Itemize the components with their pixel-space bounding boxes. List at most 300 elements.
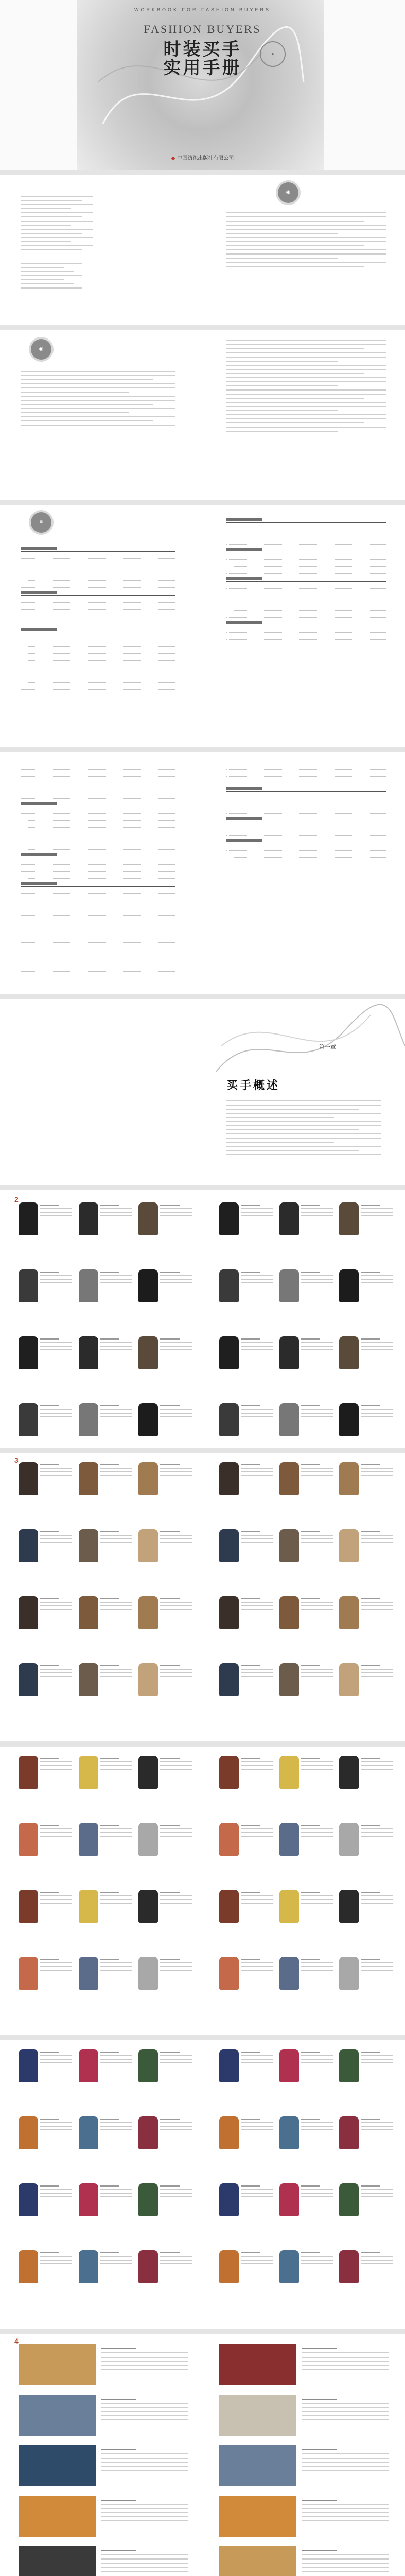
garment-card [216, 1754, 271, 1815]
fabric-swatch [19, 2344, 96, 2385]
garment-photo [19, 1957, 38, 1990]
garment-photo [138, 2183, 158, 2216]
garment-photo [219, 1596, 239, 1629]
section-marker: 3 [14, 1456, 19, 1464]
garment-card [76, 1821, 131, 1882]
garment-card [135, 2114, 190, 2175]
garment-photo [19, 1462, 38, 1495]
garment-caption [40, 1405, 72, 1420]
garment-card [76, 1334, 131, 1395]
garment-photo [79, 1823, 98, 1856]
section-marker: 4 [14, 2337, 19, 2345]
garment-caption [40, 2052, 72, 2066]
garment-card [216, 1955, 271, 2015]
garment-card [336, 1821, 391, 1882]
garment-caption [160, 1758, 192, 1772]
garment-spread-dresses [0, 2040, 405, 2329]
garment-caption [361, 1665, 393, 1680]
garment-caption [241, 2252, 273, 2267]
garment-card [15, 1460, 71, 1521]
garment-photo [279, 1663, 299, 1696]
contents-appendix [21, 938, 175, 974]
garment-caption [301, 1892, 333, 1906]
garment-caption [40, 1464, 72, 1479]
garment-caption [100, 2052, 132, 2066]
garment-card [76, 1200, 131, 1261]
preface-badge-left: ◉ [31, 339, 51, 360]
garment-photo [138, 2250, 158, 2283]
garment-photo [279, 1403, 299, 1436]
garment-photo [339, 1823, 359, 1856]
garment-card [276, 1401, 331, 1448]
fabric-notes [101, 2449, 188, 2474]
garment-card [276, 2114, 331, 2175]
garment-caption [301, 2252, 333, 2267]
garment-photo [79, 1890, 98, 1923]
garment-photo [279, 1596, 299, 1629]
garment-photo [339, 1890, 359, 1923]
garment-card [216, 2248, 271, 2309]
copyright-preface-spread [0, 175, 405, 325]
garment-card [15, 1955, 71, 2015]
garment-caption [361, 1338, 393, 1353]
garment-grid-left [15, 1754, 190, 2015]
garment-card [76, 1594, 131, 1655]
garment-photo [279, 1202, 299, 1235]
garment-card [76, 2248, 131, 2309]
garment-card [135, 1267, 190, 1328]
garment-photo [339, 1596, 359, 1629]
garment-photo [339, 1202, 359, 1235]
garment-caption [361, 1825, 393, 1839]
garment-photo [339, 1756, 359, 1789]
garment-photo [339, 1529, 359, 1562]
garment-photo [138, 1336, 158, 1369]
garment-caption [301, 2119, 333, 2133]
garment-spread-coats [0, 1453, 405, 1741]
garment-photo [19, 1890, 38, 1923]
garment-caption [40, 1338, 72, 1353]
garment-caption [100, 1272, 132, 1286]
garment-photo [279, 1269, 299, 1302]
garment-grid-right [216, 1460, 391, 1722]
garment-caption [241, 1272, 273, 1286]
garment-photo [79, 1756, 98, 1789]
garment-caption [361, 1464, 393, 1479]
garment-card [216, 1527, 271, 1588]
garment-photo [138, 1823, 158, 1856]
garment-caption [361, 1598, 393, 1613]
garment-caption [100, 1531, 132, 1546]
garment-caption [40, 1531, 72, 1546]
garment-caption [160, 2119, 192, 2133]
garment-photo [279, 1823, 299, 1856]
garment-caption [40, 1665, 72, 1680]
garment-caption [301, 2185, 333, 2200]
fabric-swatch [219, 2445, 296, 2486]
garment-photo [219, 2116, 239, 2149]
garment-grid-left [15, 2047, 190, 2309]
garment-photo [79, 2049, 98, 2082]
garment-card [276, 1594, 331, 1655]
garment-photo [219, 2250, 239, 2283]
garment-card [15, 2114, 71, 2175]
fabric-notes [101, 2348, 188, 2373]
second-preface-spread [0, 330, 405, 500]
fabric-entry [219, 2445, 394, 2490]
garment-caption [40, 2119, 72, 2133]
fabric-entry [219, 2344, 394, 2389]
garment-grid-right [216, 1200, 391, 1448]
garment-caption [361, 1758, 393, 1772]
garment-caption [160, 1464, 192, 1479]
garment-card [336, 1200, 391, 1261]
garment-caption [361, 1272, 393, 1286]
garment-caption [361, 1405, 393, 1420]
garment-card [336, 2047, 391, 2108]
garment-card [216, 1661, 271, 1722]
garment-card [216, 1334, 271, 1395]
garment-card [76, 2047, 131, 2108]
garment-photo [79, 2183, 98, 2216]
contents-right-column [226, 515, 386, 649]
garment-caption [241, 2052, 273, 2066]
fabric-entry [219, 2546, 394, 2576]
garment-photo [219, 1663, 239, 1696]
garment-caption [241, 2185, 273, 2200]
garment-photo [219, 1529, 239, 1562]
garment-card [135, 1754, 190, 1815]
garment-photo [219, 1756, 239, 1789]
garment-photo [279, 1890, 299, 1923]
garment-card [135, 1821, 190, 1882]
garment-card [276, 1527, 331, 1588]
garment-grid-right [216, 2047, 391, 2309]
garment-card [336, 2248, 391, 2309]
garment-caption [160, 1825, 192, 1839]
garment-caption [160, 1205, 192, 1219]
garment-caption [241, 1959, 273, 1973]
garment-caption [100, 1338, 132, 1353]
garment-card [15, 1334, 71, 1395]
garment-card [76, 2114, 131, 2175]
fabric-entry [19, 2395, 193, 2440]
garment-photo [79, 1202, 98, 1235]
garment-caption [241, 1665, 273, 1680]
garment-photo [339, 1663, 359, 1696]
garment-card [216, 1460, 271, 1521]
garment-photo [339, 2183, 359, 2216]
garment-photo [19, 1336, 38, 1369]
garment-card [15, 1754, 71, 1815]
series-title: WORKBOOK FOR FASHION BUYERS [134, 7, 271, 12]
fabric-list-left [19, 2344, 193, 2576]
fabric-notes [302, 2550, 389, 2575]
contents-spread-1 [0, 505, 405, 747]
garment-photo [339, 2250, 359, 2283]
garment-caption [40, 1272, 72, 1286]
garment-card [135, 1334, 190, 1395]
chapter-number: 第一章 [319, 1044, 336, 1050]
garment-caption [40, 1598, 72, 1613]
garment-caption [160, 2252, 192, 2267]
garment-card [276, 1754, 331, 1815]
garment-caption [361, 1531, 393, 1546]
fabric-notes [302, 2500, 389, 2524]
garment-caption [160, 2185, 192, 2200]
contents-left-column [21, 544, 175, 699]
garment-card [336, 1527, 391, 1588]
garment-photo [279, 2250, 299, 2283]
garment-card [135, 2181, 190, 2242]
garment-card [276, 2181, 331, 2242]
garment-card [216, 2047, 271, 2108]
garment-photo [19, 1663, 38, 1696]
garment-caption [40, 1892, 72, 1906]
garment-caption [301, 1825, 333, 1839]
garment-caption [301, 1338, 333, 1353]
garment-spread-tops [0, 1747, 405, 2035]
garment-card [76, 1460, 131, 1521]
garment-caption [301, 1272, 333, 1286]
garment-card [135, 1527, 190, 1588]
garment-caption [361, 2119, 393, 2133]
garment-card [216, 1401, 271, 1448]
contents-left-column-2 [21, 765, 175, 918]
garment-caption [241, 1531, 273, 1546]
garment-caption [301, 1665, 333, 1680]
garment-photo [138, 2116, 158, 2149]
garment-card [15, 1267, 71, 1328]
garment-card [336, 1460, 391, 1521]
garment-caption [241, 1338, 273, 1353]
garment-caption [100, 1205, 132, 1219]
garment-photo [138, 1957, 158, 1990]
garment-card [135, 1661, 190, 1722]
garment-photo [79, 1529, 98, 1562]
garment-card [336, 1888, 391, 1948]
garment-caption [100, 2185, 132, 2200]
garment-photo [138, 1663, 158, 1696]
garment-photo [339, 2049, 359, 2082]
garment-photo [79, 1403, 98, 1436]
preface-text [226, 212, 386, 270]
garment-card [135, 1955, 190, 2015]
garment-caption [160, 1531, 192, 1546]
garment-photo [138, 1890, 158, 1923]
garment-photo [219, 2183, 239, 2216]
garment-photo [19, 2250, 38, 2283]
garment-photo [138, 1756, 158, 1789]
fabric-notes [302, 2449, 389, 2474]
garment-photo [19, 2116, 38, 2149]
garment-caption [361, 1205, 393, 1219]
garment-card [76, 2181, 131, 2242]
fabric-notes [101, 2399, 188, 2424]
garment-photo [138, 1202, 158, 1235]
garment-caption [361, 2252, 393, 2267]
garment-caption [100, 1959, 132, 1973]
publisher-name: ◆ 中国纺织出版社有限公司 [171, 156, 234, 161]
garment-grid-right [216, 1754, 391, 2015]
section-marker: 2 [14, 1195, 19, 1204]
garment-caption [40, 2185, 72, 2200]
chapter-intro-text [226, 1100, 381, 1158]
garment-card [15, 1821, 71, 1882]
garment-caption [100, 1825, 132, 1839]
garment-card [15, 2047, 71, 2108]
garment-card [216, 1594, 271, 1655]
garment-photo [279, 1529, 299, 1562]
garment-caption [100, 1405, 132, 1420]
fabric-list-right [219, 2344, 394, 2576]
garment-caption [40, 1959, 72, 1973]
garment-card [135, 1200, 190, 1261]
garment-caption [361, 1959, 393, 1973]
garment-photo [19, 1823, 38, 1856]
garment-photo [79, 1269, 98, 1302]
garment-card [336, 2114, 391, 2175]
garment-photo [19, 1529, 38, 1562]
copyright-block [21, 196, 93, 253]
garment-caption [40, 1758, 72, 1772]
fabric-entry [19, 2445, 193, 2490]
garment-card [15, 1888, 71, 1948]
garment-photo [138, 1462, 158, 1495]
preface-text-right [226, 340, 386, 435]
garment-caption [241, 1892, 273, 1906]
garment-caption [160, 1598, 192, 1613]
preface-text-left [21, 371, 175, 429]
garment-card [76, 1267, 131, 1328]
garment-caption [361, 2185, 393, 2200]
garment-card [336, 1955, 391, 2015]
garment-caption [301, 1205, 333, 1219]
garment-photo [19, 2183, 38, 2216]
garment-card [135, 1460, 190, 1521]
garment-photo [79, 2116, 98, 2149]
garment-card [15, 2248, 71, 2309]
garment-caption [100, 1758, 132, 1772]
garment-caption [100, 1464, 132, 1479]
garment-caption [160, 1405, 192, 1420]
garment-caption [40, 1205, 72, 1219]
garment-caption [301, 1598, 333, 1613]
garment-card [135, 1594, 190, 1655]
garment-caption [100, 2119, 132, 2133]
garment-photo [138, 2049, 158, 2082]
garment-card [216, 1200, 271, 1261]
garment-caption [160, 2052, 192, 2066]
garment-card [15, 1200, 71, 1261]
garment-caption [241, 1464, 273, 1479]
chinese-title-line-1: 时装买手 [163, 40, 242, 59]
garment-card [135, 2047, 190, 2108]
garment-card [76, 1527, 131, 1588]
garment-caption [241, 2119, 273, 2133]
garment-caption [241, 1598, 273, 1613]
fabric-entry [219, 2496, 394, 2541]
garment-card [216, 1888, 271, 1948]
chapter-one-opener [0, 999, 405, 1185]
garment-photo [219, 1890, 239, 1923]
garment-caption [40, 1825, 72, 1839]
garment-card [76, 1754, 131, 1815]
fabric-notes [101, 2550, 188, 2575]
garment-photo [279, 1336, 299, 1369]
garment-photo [219, 1336, 239, 1369]
fabric-entry [19, 2546, 193, 2576]
garment-caption [361, 1892, 393, 1906]
garment-caption [301, 1405, 333, 1420]
fabric-swatch [219, 2546, 296, 2576]
garment-card [216, 2114, 271, 2175]
publisher-logo-icon: ◆ [171, 156, 175, 161]
fabric-swatch [19, 2445, 96, 2486]
garment-card [76, 1955, 131, 2015]
garment-caption [301, 1959, 333, 1973]
garment-caption [241, 1758, 273, 1772]
garment-spread-jackets [0, 1190, 405, 1448]
garment-photo [339, 1269, 359, 1302]
garment-caption [160, 1959, 192, 1973]
garment-caption [301, 1758, 333, 1772]
garment-card [276, 1821, 331, 1882]
garment-photo [219, 1202, 239, 1235]
garment-photo [79, 1462, 98, 1495]
fabric-swatch [219, 2344, 296, 2385]
garment-card [135, 1888, 190, 1948]
garment-caption [160, 1338, 192, 1353]
fabric-entry [19, 2496, 193, 2541]
garment-photo [279, 1957, 299, 1990]
garment-caption [100, 1665, 132, 1680]
garment-photo [79, 2250, 98, 2283]
garment-caption [160, 1272, 192, 1286]
garment-card [216, 1821, 271, 1882]
garment-photo [79, 1957, 98, 1990]
garment-photo [19, 1756, 38, 1789]
garment-photo [138, 1269, 158, 1302]
fabric-entry [219, 2395, 394, 2440]
garment-photo [79, 1596, 98, 1629]
garment-photo [339, 1957, 359, 1990]
fabric-notes [302, 2399, 389, 2424]
fabric-notes [101, 2500, 188, 2524]
garment-photo [138, 1596, 158, 1629]
garment-card [135, 2248, 190, 2309]
fabric-swatch [19, 2395, 96, 2436]
fabric-notes [302, 2348, 389, 2373]
garment-caption [40, 2252, 72, 2267]
garment-card [276, 1267, 331, 1328]
garment-caption [241, 1825, 273, 1839]
garment-card [276, 2248, 331, 2309]
garment-caption [301, 1464, 333, 1479]
fabric-swatch [19, 2496, 96, 2537]
preface-badge: ◉ [278, 182, 298, 203]
fabric-spread-1 [0, 2334, 405, 2576]
garment-card [216, 1267, 271, 1328]
fabric-entry [19, 2344, 193, 2389]
garment-photo [19, 1596, 38, 1629]
garment-card [276, 1334, 331, 1395]
garment-photo [279, 1756, 299, 1789]
garment-photo [219, 1957, 239, 1990]
garment-caption [100, 2252, 132, 2267]
garment-caption [241, 1405, 273, 1420]
garment-card [336, 1594, 391, 1655]
